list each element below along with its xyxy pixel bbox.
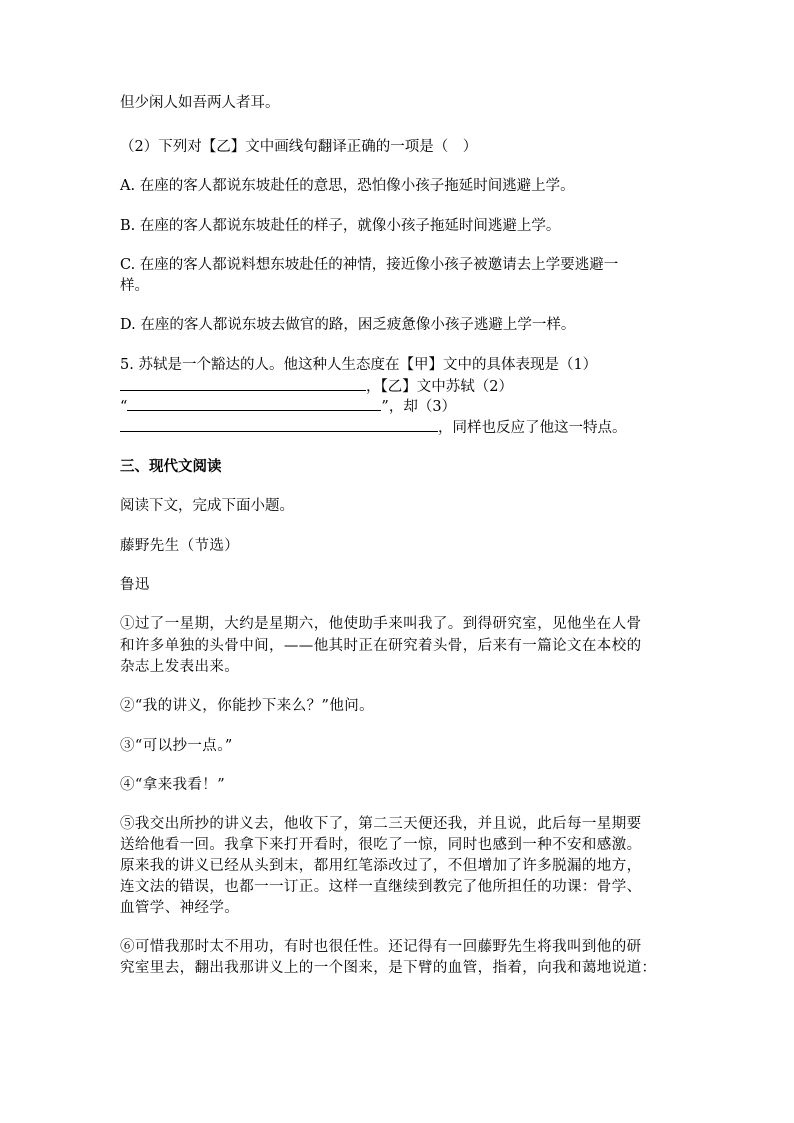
- option-d: D. 在座的客人都说东坡去做官的路，困乏疲惫像小孩子逃避上学一样。: [120, 317, 576, 333]
- paragraph-4: ④“拿来我看！”: [120, 777, 226, 793]
- paragraph-6-line-2: 究室里去，翻出我那讲义上的一个图来，是下臂的血管，指着，向我和蔼地说道：: [120, 960, 657, 976]
- paragraph-5-line-5: 血管学、神经学。: [120, 900, 240, 916]
- paragraph-2: ②“我的讲义，你能抄下来么？”他问。: [120, 698, 375, 714]
- paragraph-5-line-1: ⑤我交出所抄的讲义去，他收下了，第二三天便还我，并且说，此后每一星期要: [120, 816, 642, 832]
- paragraph-3: ③“可以抄一点。”: [120, 738, 233, 754]
- paragraph-5-line-3: 原来我的讲义已经从头到末，都用红笔添改过了，不但增加了许多脱漏的地方，: [120, 858, 642, 874]
- article-author: 鲁迅: [120, 577, 150, 593]
- option-b: B. 在座的客人都说东坡赴任的样子，就像小孩子拖延时间逃避上学。: [120, 218, 561, 234]
- q5-line-3: [120, 396, 680, 417]
- q5-line-2: [120, 376, 680, 397]
- option-a: A. 在座的客人都说东坡赴任的意思，恐怕像小孩子拖延时间逃避上学。: [120, 178, 575, 194]
- reading-instruction: 阅读下文，完成下面小题。: [120, 498, 294, 514]
- answer-blank-1[interactable]: [120, 376, 366, 391]
- paragraph-1-line-2: 和许多单独的头骨中间，——他其时正在研究着头骨，后来有一篇论文在本校的: [120, 638, 642, 654]
- paragraph-6-line-1: ⑥可惜我那时太不用功，有时也很任性。还记得有一回藤野先生将我叫到他的研: [120, 939, 642, 955]
- q5-line-4-text: ，同样也反应了他这一特点。: [438, 420, 627, 436]
- section-heading: 三、现代文阅读: [120, 459, 222, 475]
- paragraph-5-line-2: 送给他看一回。我拿下来打开看时，很吃了一惊，同时也感到一种不安和感激。: [120, 837, 642, 853]
- q5-stem: 5. 苏轼是一个豁达的人。他这种人生态度在【甲】文中的具体表现是（1）: [120, 357, 598, 373]
- option-c: C. 在座的客人都说料想东坡赴任的神情，接近像小孩子被邀请去上学要逃避一: [120, 257, 619, 273]
- q4-answer-tail: 但少闲人如吾两人者耳。: [120, 95, 280, 111]
- answer-blank-2[interactable]: [127, 396, 381, 411]
- q5-line-3-text: ”，却（3）: [381, 399, 457, 415]
- q4-2-stem: （2）下列对【乙】文中画线句翻译正确的一项是（ ）: [120, 139, 478, 155]
- paragraph-5-line-4: 连文法的错误，也都一一订正。这样一直继续到教完了他所担任的功课：骨学、: [120, 879, 642, 895]
- paragraph-1-line-1: ①过了一星期，大约是星期六，他使助手来叫我了。到得研究室，见他坐在人骨: [120, 616, 642, 632]
- q5-line-2-text: ，【乙】文中苏轼（2）: [366, 379, 513, 395]
- open-quote: “: [120, 399, 128, 415]
- answer-blank-3[interactable]: [120, 417, 438, 432]
- option-c-continued: 样。: [120, 278, 149, 294]
- article-title: 藤野先生（节选）: [120, 538, 240, 554]
- q5-line-4: [120, 417, 680, 438]
- paragraph-1-line-3: 杂志上发表出来。: [120, 659, 240, 675]
